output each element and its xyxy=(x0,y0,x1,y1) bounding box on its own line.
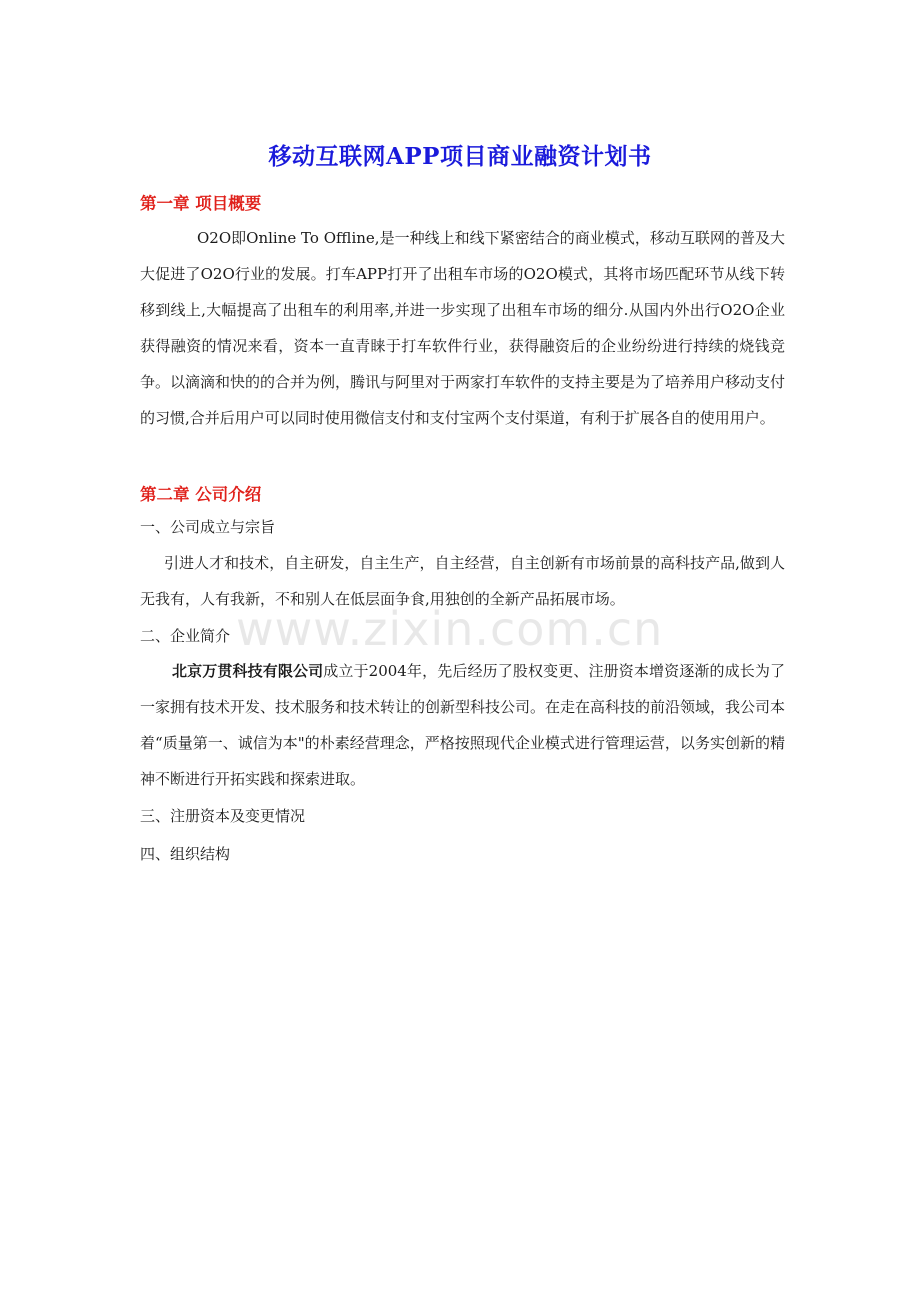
chapter-1-paragraph: O2O即Online To Offline,是一种线上和线下紧密结合的商业模式，移动互联网的普及大大促进了O2O行业的发展。打车APP打开了出租车市场的O2O模式，其将市场匹配环节从线下转移到线上,大幅提高了出租车的利用率,并进一步实现了出租车市场的细分.从国内外出行O2O企业获得融资的情况来看，资本一直青睐于打车软件行业，获得融资后的企业纷纷进行持续的烧钱竞争。以滴滴和快的的合并为例，腾讯与阿里对于两家打车软件的支持主要是为了培养用户移动支付的习惯,合并后用户可以同时使用微信支付和支付宝两个支付渠道，有利于扩展各自的使用用户。 xyxy=(140,229,786,427)
section-2-heading: 二、企业简介 xyxy=(140,627,231,645)
chapter-1-heading: 第一章 项目概要 xyxy=(140,194,262,213)
chapter-2-heading: 第二章 公司介绍 xyxy=(140,485,262,504)
section-2-paragraph-text: 成立于2004年，先后经历了股权变更、注册资本增资逐渐的成长为了一家拥有技术开发、技术服务和技术转让的创新型科技公司。在走在高科技的前沿领域，我公司本着“质量第一、诚信为本"的朴素经营理念，严格按照现代企业模式进行管理运营，以务实创新的精神不断进行开拓实践和探索进取。 xyxy=(140,662,786,788)
document-title: 移动互联网APP项目商业融资计划书 xyxy=(268,143,652,170)
section-2-paragraph xyxy=(140,653,785,797)
section-1-paragraph: 引进人才和技术，自主研发，自主生产，自主经营，自主创新有市场前景的高科技产品,做到人无我有，人有我新，不和别人在低层面争食,用独创的全新产品拓展市场。 xyxy=(140,554,785,608)
watermark: www.zixin.com.cn xyxy=(236,602,664,656)
company-name: 北京万贯科技有限公司 xyxy=(172,662,324,680)
section-4-heading: 四、组织结构 xyxy=(140,845,231,863)
section-3-heading: 三、注册资本及变更情况 xyxy=(140,807,306,825)
section-1-heading: 一、公司成立与宗旨 xyxy=(140,518,276,536)
